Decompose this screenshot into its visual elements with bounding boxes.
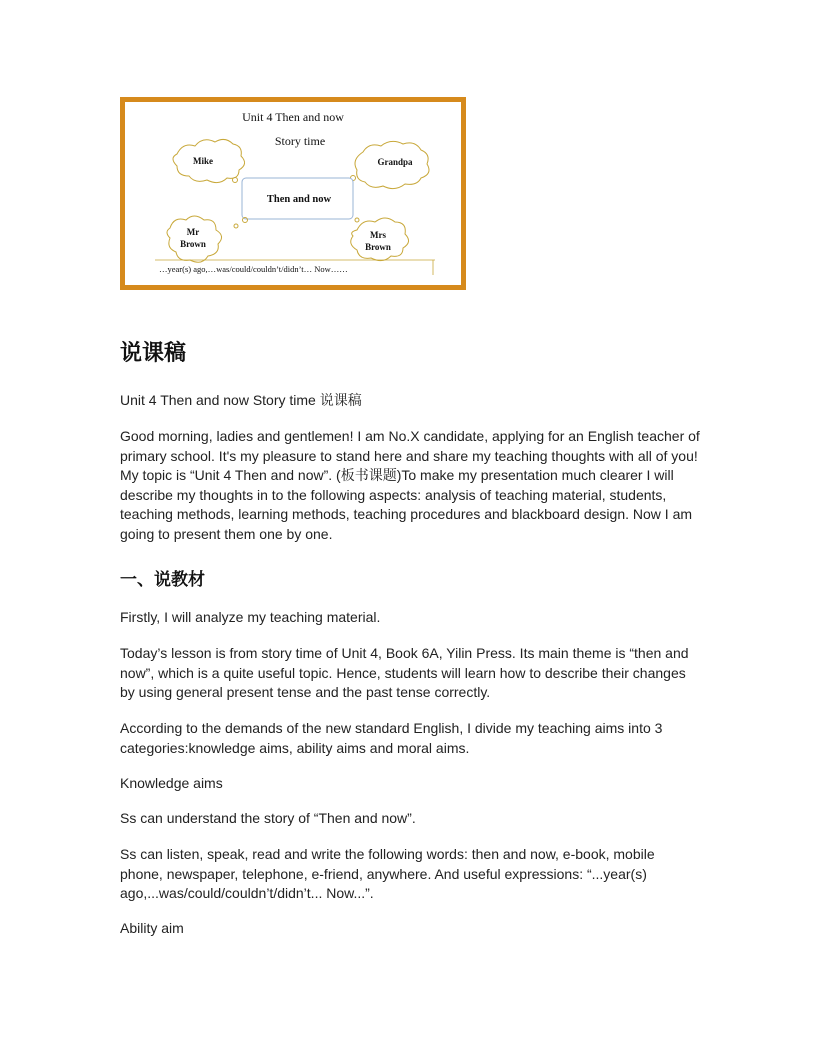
diagram-drawing xyxy=(125,102,461,285)
center-label: Then and now xyxy=(266,194,332,205)
paragraph-5: Ss can understand the story of “Then and now”. xyxy=(120,810,416,826)
diagram-bottom-line: …year(s) ago,…was/could/couldn’t/didn’t… Now…… xyxy=(159,264,348,274)
diagram-title: Unit 4 Then and now xyxy=(242,110,344,124)
mrs-brown-label-line1: Mrs xyxy=(370,230,386,240)
grandpa-cloud xyxy=(355,141,429,188)
mike-label: Mike xyxy=(193,156,213,166)
paragraph-4: Knowledge aims xyxy=(120,775,223,791)
mr-brown-label-line1: Mr xyxy=(186,227,200,237)
grandpa-label: Grandpa xyxy=(377,157,413,167)
section1-heading: 一、说教材 xyxy=(120,570,205,590)
intro-paragraph: Good morning, ladies and gentlemen! I am No.X candidate, applying for an English teacher of primary school. It's my pleasure to stand here and share my teaching thoughts with all of you! My topic is “Unit 4 Then and now”. (板书课题)To make my presentation much clearer I will describe my thoughts in to the following aspects: analysis of teaching material, students, teaching methods, learning methods, teaching procedures and blackboard design. Now I am going to present them one by one. xyxy=(120,428,700,542)
paragraph-3: According to the demands of the new standard English, I divide my teaching aims into 3 categories:knowledge aims, ability aims and moral aims. xyxy=(120,720,663,756)
diagram-subtitle: Story time xyxy=(274,134,326,148)
paragraph-7: Ability aim xyxy=(120,920,184,936)
mr-brown-label-line2: Brown xyxy=(180,239,206,249)
paragraph-6: Ss can listen, speak, read and write the following words: then and now, e-book, mobile phone, newspaper, telephone, e-friend, anywhere. And useful expressions: “...year(s) ago,...was/could/couldn’t/didn’t... Now...”. xyxy=(120,846,655,901)
paragraph-1: Firstly, I will analyze my teaching material. xyxy=(120,609,381,625)
blackboard-design-diagram xyxy=(120,97,466,290)
main-heading: 说课稿 xyxy=(120,341,187,366)
paragraph-2: Today’s lesson is from story time of Unit 4, Book 6A, Yilin Press. Its main theme is “then and now”, which is a quite useful topic. Hence, students will learn how to describe their changes by using general present tense and the past tense correctly. xyxy=(120,645,689,700)
mr-brown-cloud xyxy=(167,216,222,262)
mrs-brown-cloud xyxy=(351,218,409,261)
mrs-brown-label-line2: Brown xyxy=(365,242,391,252)
mike-cloud xyxy=(173,139,245,182)
intro-title: Unit 4 Then and now Story time 说课稿 xyxy=(120,392,362,408)
